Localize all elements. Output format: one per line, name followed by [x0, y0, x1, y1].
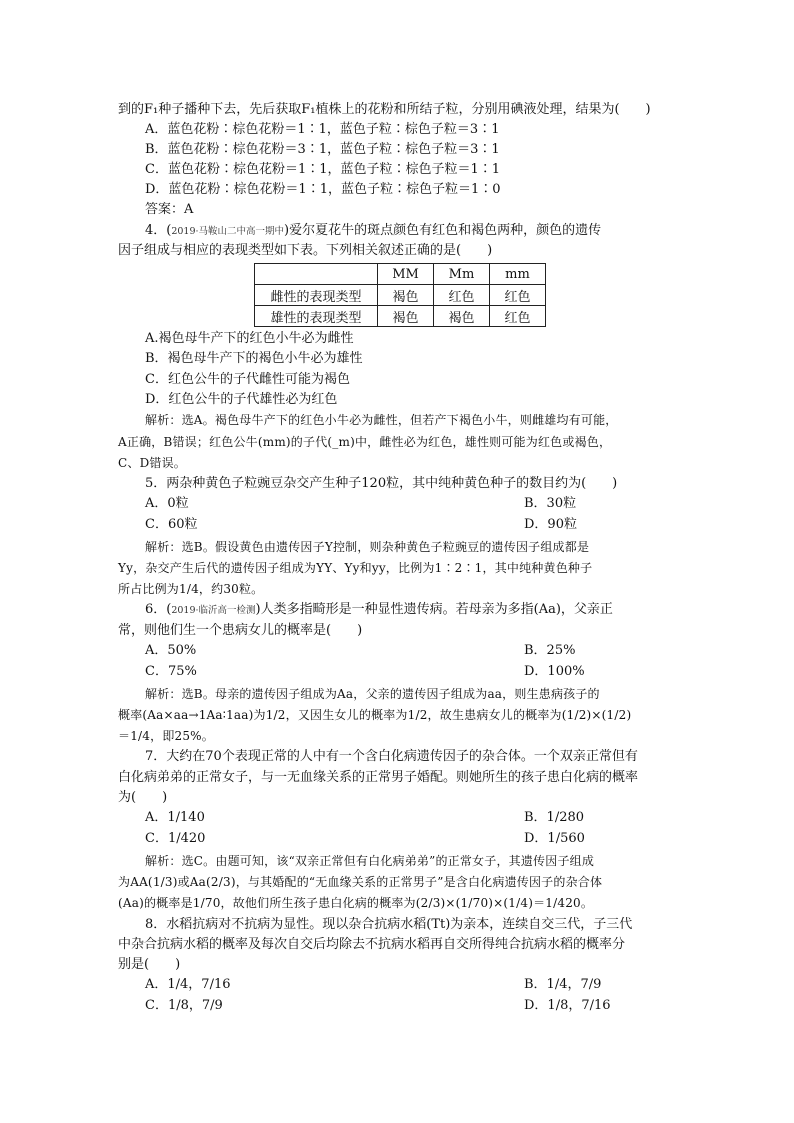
q3-option-d: D．蓝色花粉∶棕色花粉＝1∶1，蓝色子粒∶棕色子粒＝1∶0: [145, 182, 501, 197]
q6-explanation-line1: 解析：选B。母亲的遗传因子组成为Aa，父亲的遗传因子组成为aa，则生患病孩子的: [145, 687, 600, 701]
q4-source: 2019·马鞍山二中高一期中: [171, 226, 285, 237]
q3-option-b: B．蓝色花粉∶棕色花粉＝3∶1，蓝色子粒∶棕色子粒＝3∶1: [145, 142, 500, 157]
q7-option-b: B．1/280: [524, 810, 585, 825]
table-corner-cell: [255, 264, 378, 285]
q4-stem-text: )爱尔夏花牛的斑点颜色有红色和褐色两种，颜色的遗传: [284, 223, 602, 238]
q4-option-a: A.褐色母牛产下的红色小牛必为雌性: [145, 331, 354, 346]
q6-explanation-line2: 概率(Aa×aa→1Aa∶1aa)为1/2，又因生女儿的概率为1/2，故生患病女儿的概率为(1/2)×(1/2): [118, 708, 632, 722]
table-header-row: [255, 264, 546, 285]
q7-option-c: C．1/420: [145, 831, 206, 846]
q3-option-c: C．蓝色花粉∶棕色花粉＝1∶1，蓝色子粒∶棕色子粒＝1∶1: [145, 162, 501, 177]
q4-explanation-line1: 解析：选A。褐色母牛产下的红色小牛必为雌性，但若产下褐色小牛，则雌雄均有可能，: [145, 413, 618, 427]
q5-explanation-line3: 所占比例为1/4，约30粒。: [118, 582, 264, 596]
table-row-label: 雄性的表现类型: [255, 306, 378, 327]
table-cell: 红色: [490, 306, 546, 327]
q7-stem-line2: 白化病弟弟的正常女子，与一无血缘关系的正常男子婚配。则她所生的孩子患白化病的概率: [118, 770, 639, 785]
q4-option-b: B．褐色母牛产下的褐色小牛必为雄性: [145, 351, 363, 366]
q6-source: 2019·临沂高一检测: [171, 605, 256, 616]
q7-stem-line3: 为( ): [118, 790, 168, 805]
q8-option-b: B．1/4，7/9: [524, 977, 602, 992]
q5-option-d: D．90粒: [524, 517, 577, 532]
q4-stem-line1: [145, 221, 705, 242]
q6-stem-text: )人类多指畸形是一种显性遗传病。若母亲为多指(Aa)，父亲正: [255, 602, 613, 617]
table-cell: 红色: [434, 285, 490, 306]
q4-explanation-line2: A正确，B错误；红色公牛(mm)的子代(_m)中，雌性必为红色，雄性则可能为红色或褐色，: [118, 435, 612, 449]
q8-stem-line2: 中杂合抗病水稻的概率及每次自交后均除去不抗病水稻再自交所得纯合抗病水稻的概率分: [118, 937, 626, 952]
q8-option-c: C．1/8，7/9: [145, 998, 223, 1013]
q5-stem: 5．两杂种黄色子粒豌豆杂交产生种子120粒，其中纯种黄色种子的数目约为( ): [145, 476, 618, 491]
q8-option-d: D．1/8，7/16: [524, 998, 611, 1013]
table-header-cell: MM: [378, 264, 434, 285]
q7-explanation-line2: 为AA(1/3)或Aa(2/3)，与其婚配的“无血缘关系的正常男子”是含白化病遗传因子的杂合体: [118, 875, 603, 889]
q6-option-c: C．75%: [145, 664, 197, 679]
q4-stem-line2: 因子组成与相应的表现类型如下表。下列相关叙述正确的是( ): [118, 243, 493, 258]
table-header-cell: mm: [490, 264, 546, 285]
q4-explanation-line3: C、D错误。: [118, 456, 187, 470]
table-cell: 褐色: [378, 306, 434, 327]
q4-number: 4．(: [145, 223, 172, 238]
q6-option-d: D．100%: [524, 664, 585, 679]
q6-option-a: A．50%: [145, 643, 197, 658]
table-row-label: 雌性的表现类型: [255, 285, 378, 306]
q5-option-a: A．0粒: [145, 496, 189, 511]
phenotype-table: [254, 263, 546, 327]
q8-option-a: A．1/4，7/16: [145, 977, 231, 992]
q7-stem-line1: 7．大约在70个表现正常的人中有一个含白化病遗传因子的杂合体。一个双亲正常但有: [145, 749, 638, 764]
q3-option-a: A．蓝色花粉∶棕色花粉＝1∶1，蓝色子粒∶棕色子粒＝3∶1: [145, 122, 500, 137]
q8-stem-line3: 别是( ): [118, 957, 181, 972]
q7-option-d: D．1/560: [524, 831, 585, 846]
q5-explanation-line1: 解析：选B。假设黄色由遗传因子Y控制，则杂种黄色子粒豌豆的遗传因子组成都是: [145, 540, 590, 554]
q6-number: 6．(: [145, 602, 172, 617]
q7-option-a: A．1/140: [145, 810, 205, 825]
q6-stem-line2: 常，则他们生一个患病女儿的概率是( ): [118, 623, 363, 638]
q7-explanation-line3: (Aa)的概率是1/70，故他们所生孩子患白化病的概率为(2/3)×(1/70)×(1/4)＝1/420。: [118, 896, 594, 910]
q5-option-c: C．60粒: [145, 517, 198, 532]
q5-option-b: B．30粒: [524, 496, 577, 511]
table-cell: 褐色: [378, 285, 434, 306]
q5-explanation-line2: Yy，杂交产生后代的遗传因子组成为YY、Yy和yy，比例为1∶2∶1，其中纯种黄色种子: [118, 561, 593, 575]
q4-option-d: D．红色公牛的子代雄性必为红色: [145, 392, 338, 407]
q4-option-c: C．红色公牛的子代雌性可能为褐色: [145, 372, 350, 387]
q3-answer: 答案：A: [145, 202, 194, 217]
table-cell: 红色: [490, 285, 546, 306]
table-row: [255, 306, 546, 327]
table-header-cell: Mm: [434, 264, 490, 285]
table-row: [255, 285, 546, 306]
text-line: 到的F₁种子播种下去，先后获取F₁植株上的花粉和所结子粒，分别用碘液处理，结果为( ): [118, 102, 651, 117]
table-cell: 褐色: [434, 306, 490, 327]
q6-stem-line1: [145, 600, 705, 621]
q6-explanation-line3: ＝1/4，即25%。: [118, 729, 214, 743]
q7-explanation-line1: 解析：选C。由题可知，该“双亲正常但有白化病弟弟”的正常女子，其遗传因子组成: [145, 854, 595, 868]
q6-option-b: B．25%: [524, 643, 576, 658]
q8-stem-line1: 8．水稻抗病对不抗病为显性。现以杂合抗病水稻(Tt)为亲本，连续自交三代，子三代: [145, 917, 633, 932]
